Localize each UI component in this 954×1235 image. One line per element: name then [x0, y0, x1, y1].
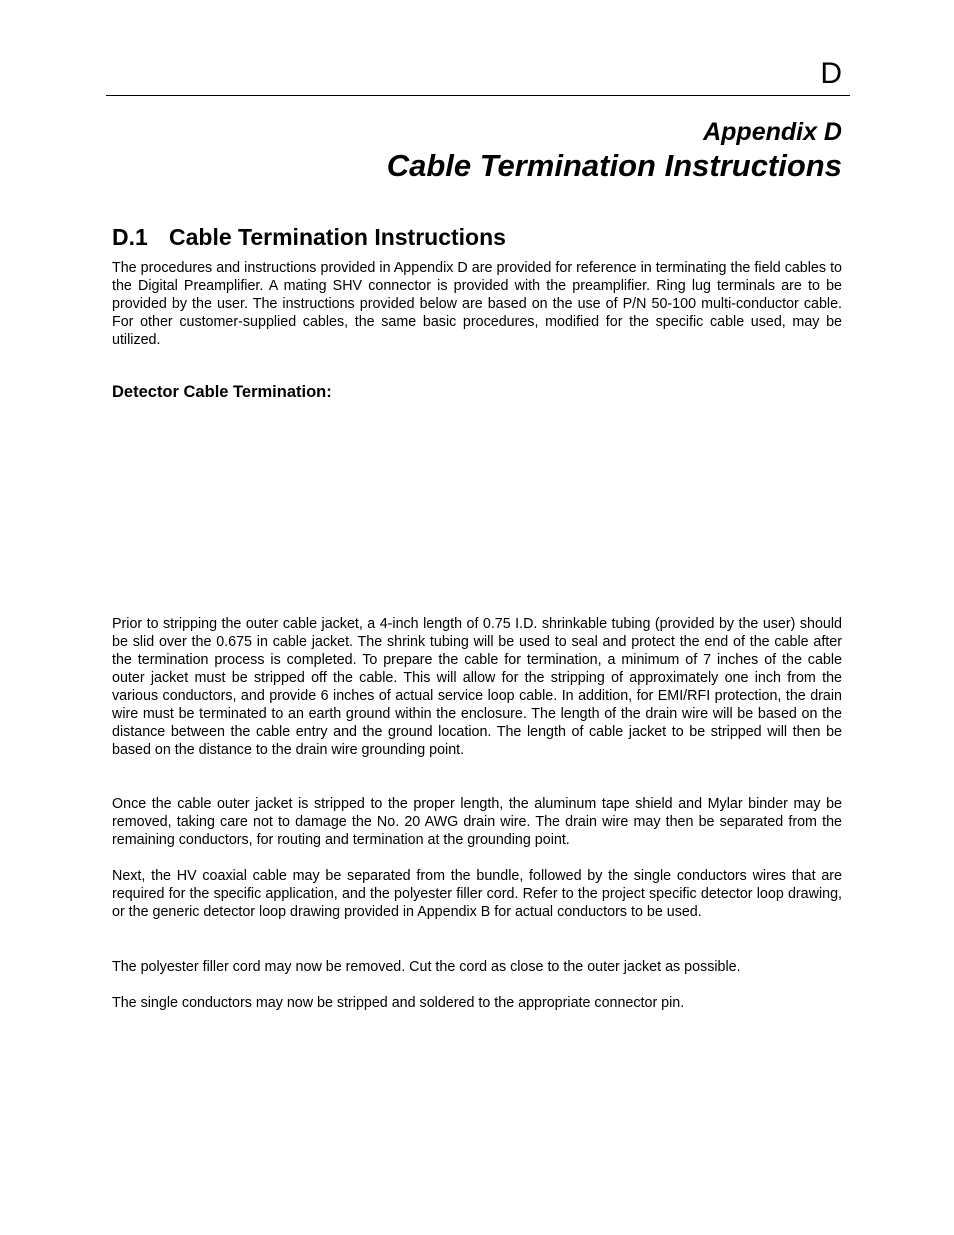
intro-paragraph: The procedures and instructions provided in Appendix D are provided for reference in terminating the field cables to the Digital Preamplifier. A mating SHV connector is provided with the preamplifier. Ring lug terminals are to be provided by the user. The instructions provided below are based on the use of P/N 50-100 multi-conductor cable. For other customer-supplied cables, the same basic procedures, modified for the specific cable used, may be utilized.: [112, 260, 842, 348]
page-letter: D: [820, 57, 842, 90]
section-number: D.1: [112, 224, 148, 250]
body-paragraph: The single conductors may now be stripped and soldered to the appropriate connector pin.: [112, 995, 685, 1011]
appendix-label: Appendix D: [703, 118, 842, 146]
section-heading: [112, 222, 506, 252]
header-rule: [106, 95, 850, 96]
body-paragraph: The polyester filler cord may now be removed. Cut the cord as close to the outer jacket as possible.: [112, 959, 741, 975]
appendix-title: Cable Termination Instructions: [386, 148, 842, 183]
detector-subheading: Detector Cable Termination:: [112, 383, 332, 401]
body-paragraph: Next, the HV coaxial cable may be separated from the bundle, followed by the single conductors wires that are required for the specific application, and the polyester filler cord. Refer to the project specific detector loop drawing, or the generic detector loop drawing provided in Appendix B for actual conductors to be used.: [112, 868, 842, 920]
body-paragraph: Prior to stripping the outer cable jacket, a 4-inch length of 0.75 I.D. shrinkable tubing (provided by the user) should be slid over the 0.675 in cable jacket. The shrink tubing will be used to seal and protect the end of the cable after the termination process is completed. To prepare the cable for termination, a minimum of 7 inches of the cable outer jacket must be stripped off the cable. This will allow for the stripping of approximately one inch from the various conductors, and provide 6 inches of actual service loop cable. In addition, for EMI/RFI protection, the drain wire must be terminated to an earth ground within the enclosure. The length of the drain wire will be based on the distance between the cable entry and the ground location. The length of cable jacket to be stripped will then be based on the distance to the drain wire grounding point.: [112, 616, 842, 758]
section-heading-text: Cable Termination Instructions: [169, 224, 506, 250]
body-paragraph: Once the cable outer jacket is stripped to the proper length, the aluminum tape shield and Mylar binder may be removed, taking care not to damage the No. 20 AWG drain wire. The drain wire may then be separated from the remaining conductors, for routing and termination at the grounding point.: [112, 796, 842, 848]
figure-placeholder: [112, 410, 842, 605]
